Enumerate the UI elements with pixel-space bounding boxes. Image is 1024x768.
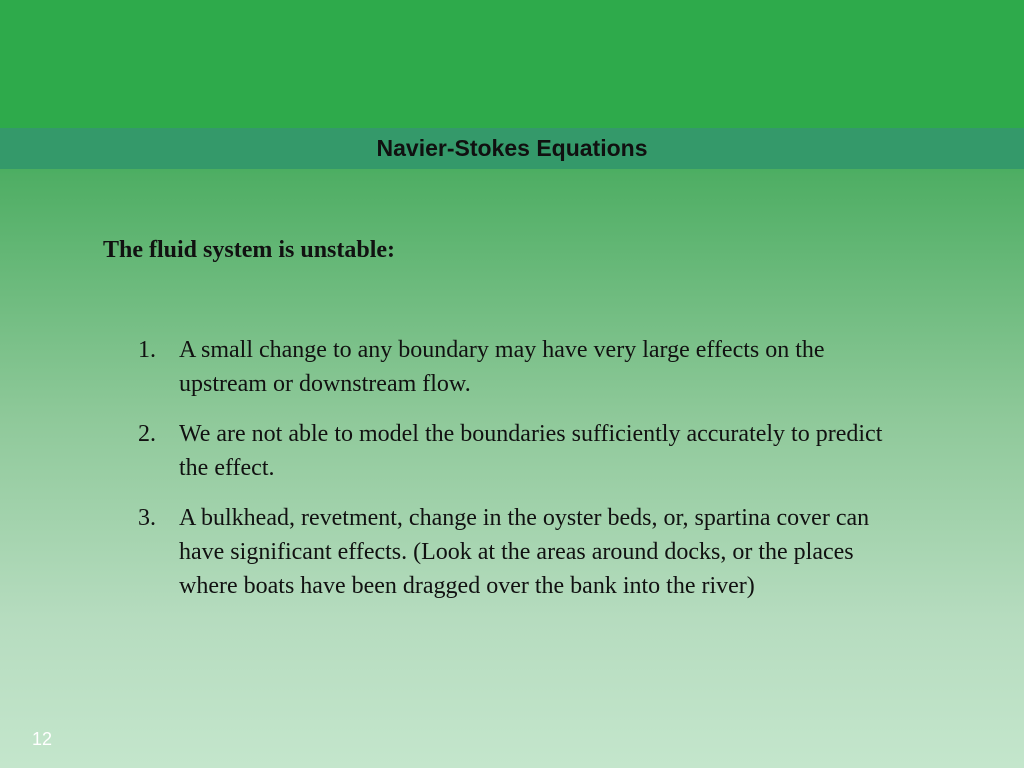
list-item-text: A small change to any boundary may have very large effects on the upstream or downstream flow. <box>179 337 825 397</box>
title-bar <box>0 128 1024 169</box>
top-band <box>0 0 1024 128</box>
slide-title: Navier-Stokes Equations <box>376 135 648 161</box>
list-item-number: 3. <box>138 505 156 531</box>
list-item <box>138 417 898 485</box>
list-item-number: 1. <box>138 337 156 363</box>
slide-heading: The fluid system is unstable: <box>103 237 396 263</box>
list-item-text: A bulkhead, revetment, change in the oyster beds, or, spartina cover can have significant effects. (Look at the areas around docks, or the places where boats have been dragged over the bank into the river) <box>179 505 870 599</box>
list-item-text: We are not able to model the boundaries sufficiently accurately to predict the effect. <box>179 421 883 481</box>
list-item-number: 2. <box>138 421 156 447</box>
point-list <box>138 333 898 619</box>
list-item <box>138 501 898 603</box>
page-number: 12 <box>32 729 53 749</box>
list-item <box>138 333 898 401</box>
